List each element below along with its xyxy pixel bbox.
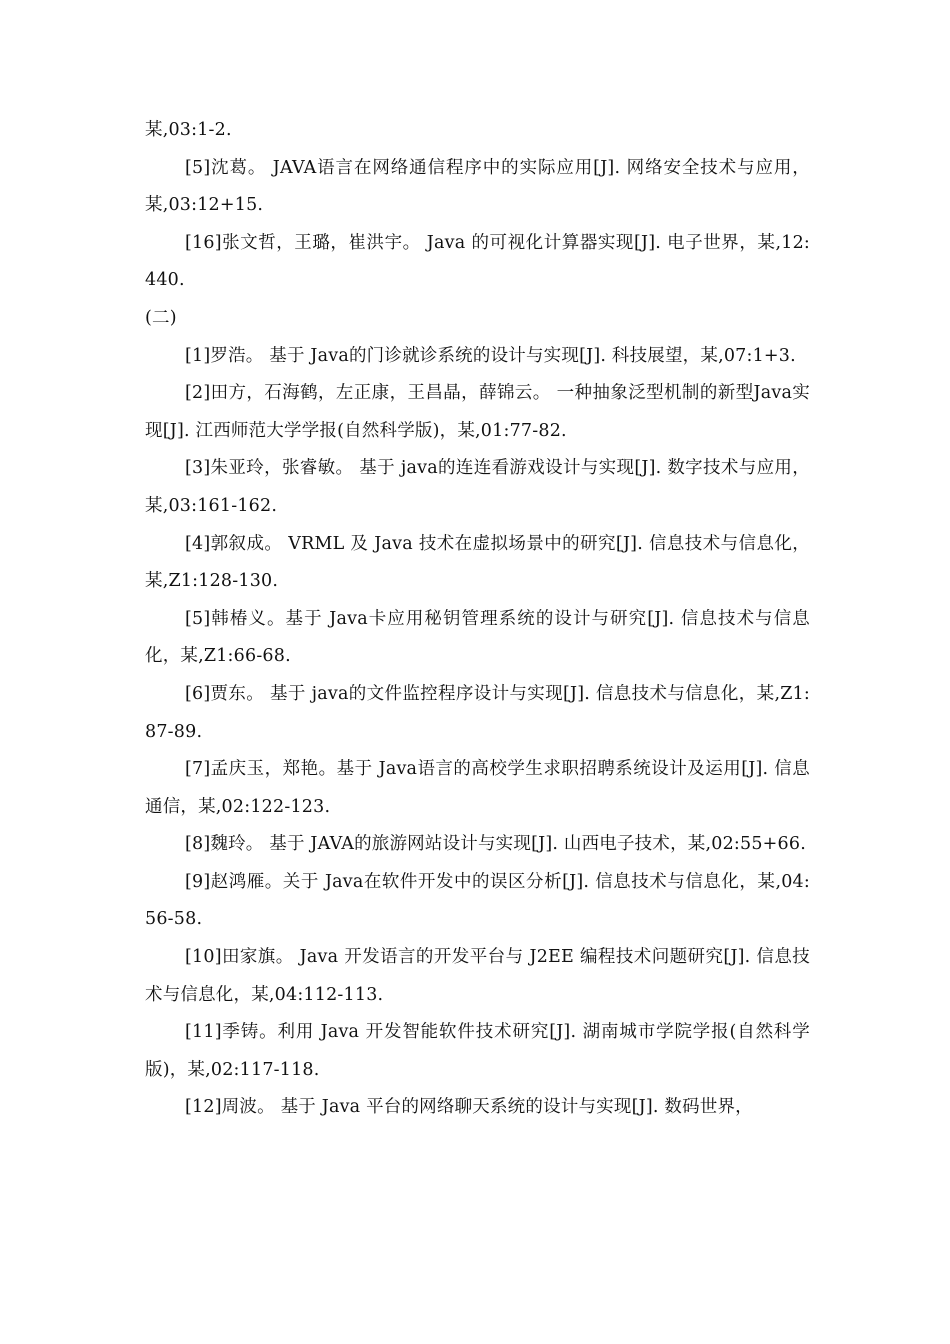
reference-continuation: 某,03:1-2. xyxy=(145,120,232,140)
reference-item: [3]朱亚玲，张睿敏。 基于 java的连连看游戏设计与实现[J]. 数字技术与应用，某,03:161-162. xyxy=(145,458,810,516)
reference-item: [16]张文哲，王璐，崔洪宇。 Java 的可视化计算器实现[J]. 电子世界，某,12:440. xyxy=(145,232,810,291)
reference-item: [10]田家旗。 Java 开发语言的开发平台与 J2EE 编程技术问题研究[J]. 信息技术与信息化，某,04:112-113. xyxy=(145,947,810,1005)
reference-item: [5]沈葛。 JAVA语言在网络通信程序中的实际应用[J]. 网络安全技术与应用，某,03:12+15. xyxy=(145,157,810,216)
reference-item: [9]赵鸿雁。关于 Java在软件开发中的误区分析[J]. 信息技术与信息化，某,04:56-58. xyxy=(145,871,810,930)
reference-item: [2]田方，石海鹤，左正康，王昌晶，薛锦云。 一种抽象泛型机制的新型Java实现[J]. 江西师范大学学报(自然科学版)，某,01:77-82. xyxy=(145,383,810,441)
reference-item: [4]郭叙成。 VRML 及 Java 技术在虚拟场景中的研究[J]. 信息技术与信息化，某,Z1:128-130. xyxy=(145,533,810,592)
reference-item: [11]季铸。利用 Java 开发智能软件技术研究[J]. 湖南城市学院学报(自然科学版)，某,02:117-118. xyxy=(145,1022,810,1080)
reference-item: [6]贾东。 基于 java的文件监控程序设计与实现[J]. 信息技术与信息化，某,Z1:87-89. xyxy=(145,683,810,742)
reference-list xyxy=(145,112,810,1127)
reference-item: [8]魏玲。 基于 JAVA的旅游网站设计与实现[J]. 山西电子技术，某,02:55+66. xyxy=(185,834,806,855)
section-heading: (二) xyxy=(145,307,177,328)
reference-item: [12]周波。 基于 Java 平台的网络聊天系统的设计与实现[J]. 数码世界， xyxy=(185,1097,753,1118)
reference-item: [1]罗浩。 基于 Java的门诊就诊系统的设计与实现[J]. 科技展望，某,07:1+3. xyxy=(185,345,796,366)
reference-item: [7]孟庆玉，郑艳。基于 Java语言的高校学生求职招聘系统设计及运用[J]. 信息通信，某,02:122-123. xyxy=(145,759,810,817)
reference-item: [5]韩椿义。基于 Java卡应用秘钥管理系统的设计与研究[J]. 信息技术与信息化，某,Z1:66-68. xyxy=(145,608,810,667)
